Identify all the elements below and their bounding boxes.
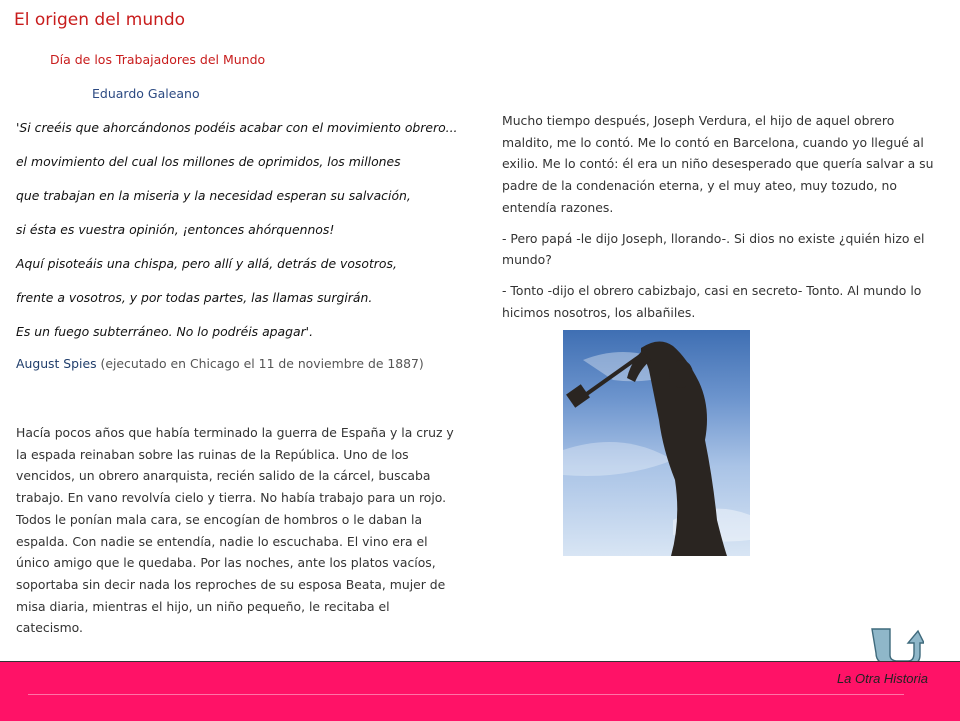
story-text xyxy=(16,422,456,639)
story-paragraph: Hacía pocos años que había terminado la guerra de España y la cruz y la espada reinaban sobre las ruinas de la República. Uno de los vencidos, un obrero anarquista, recién salido de la cárcel, buscaba trabajo. En vano revolvía cielo y tierra. No había trabajo para un rojo. Todos le ponían mala cara, se encogían de hombros o le daban la espalda. Con nadie se entendía, nadie lo escuchaba. El vino era el único amigo que le quedaba. Por las noches, ante los platos vacíos, soportaba sin decir nada los reproches de su esposa Beata, mujer de misa diaria, mientras el hijo, un niño pequeño, le recitaba el catecismo. xyxy=(16,425,454,636)
sculpture-photo xyxy=(563,330,750,556)
attribution-name: August Spies xyxy=(16,356,97,371)
right-paragraph: Mucho tiempo después, Joseph Verdura, el hijo de aquel obrero maldito, me lo contó. Me lo contó en Barcelona, cuando yo llegué al exilio. Me lo contó: él era un niño desesperado que quería salvar a su padre de la condenación eterna, y el muy ateo, muy tozudo, no entendía razones. xyxy=(502,113,934,215)
return-button[interactable] xyxy=(868,625,924,665)
right-column-text xyxy=(502,110,942,332)
quote-block xyxy=(16,118,476,356)
page-subtitle: Día de los Trabajadores del Mundo xyxy=(50,52,266,67)
quote-line: Es un fuego subterráneo. No lo podréis apagar'. xyxy=(16,324,314,339)
quote-line: Aquí pisoteáis una chispa, pero allí y allá, detrás de vosotros, xyxy=(16,256,397,271)
worker-sculpture-icon xyxy=(563,330,750,556)
page-title: El origen del mundo xyxy=(14,10,186,30)
quote-line: 'Si creéis que ahorcándonos podéis acabar con el movimiento obrero... xyxy=(16,120,458,135)
footer-divider xyxy=(28,694,904,695)
quote-line: si ésta es vuestra opinión, ¡entonces ahórquennos! xyxy=(16,222,335,237)
quote-line: frente a vosotros, y por todas partes, las llamas surgirán. xyxy=(16,290,373,305)
quote-line: el movimiento del cual los millones de oprimidos, los millones xyxy=(16,154,401,169)
quote-attribution xyxy=(16,356,424,371)
return-arrow-icon xyxy=(868,625,924,665)
footer-brand: La Otra Historia xyxy=(836,671,928,686)
right-paragraph: - Tonto -dijo el obrero cabizbajo, casi en secreto- Tonto. Al mundo lo hicimos nosotros, los albañiles. xyxy=(502,282,922,320)
right-paragraph: - Pero papá -le dijo Joseph, llorando-. Si dios no existe ¿quién hizo el mundo? xyxy=(502,230,925,268)
author-name: Eduardo Galeano xyxy=(92,86,200,101)
quote-line: que trabajan en la miseria y la necesidad esperan su salvación, xyxy=(16,188,411,203)
attribution-detail: (ejecutado en Chicago el 11 de noviembre de 1887) xyxy=(96,356,424,371)
footer-bar xyxy=(0,661,960,721)
